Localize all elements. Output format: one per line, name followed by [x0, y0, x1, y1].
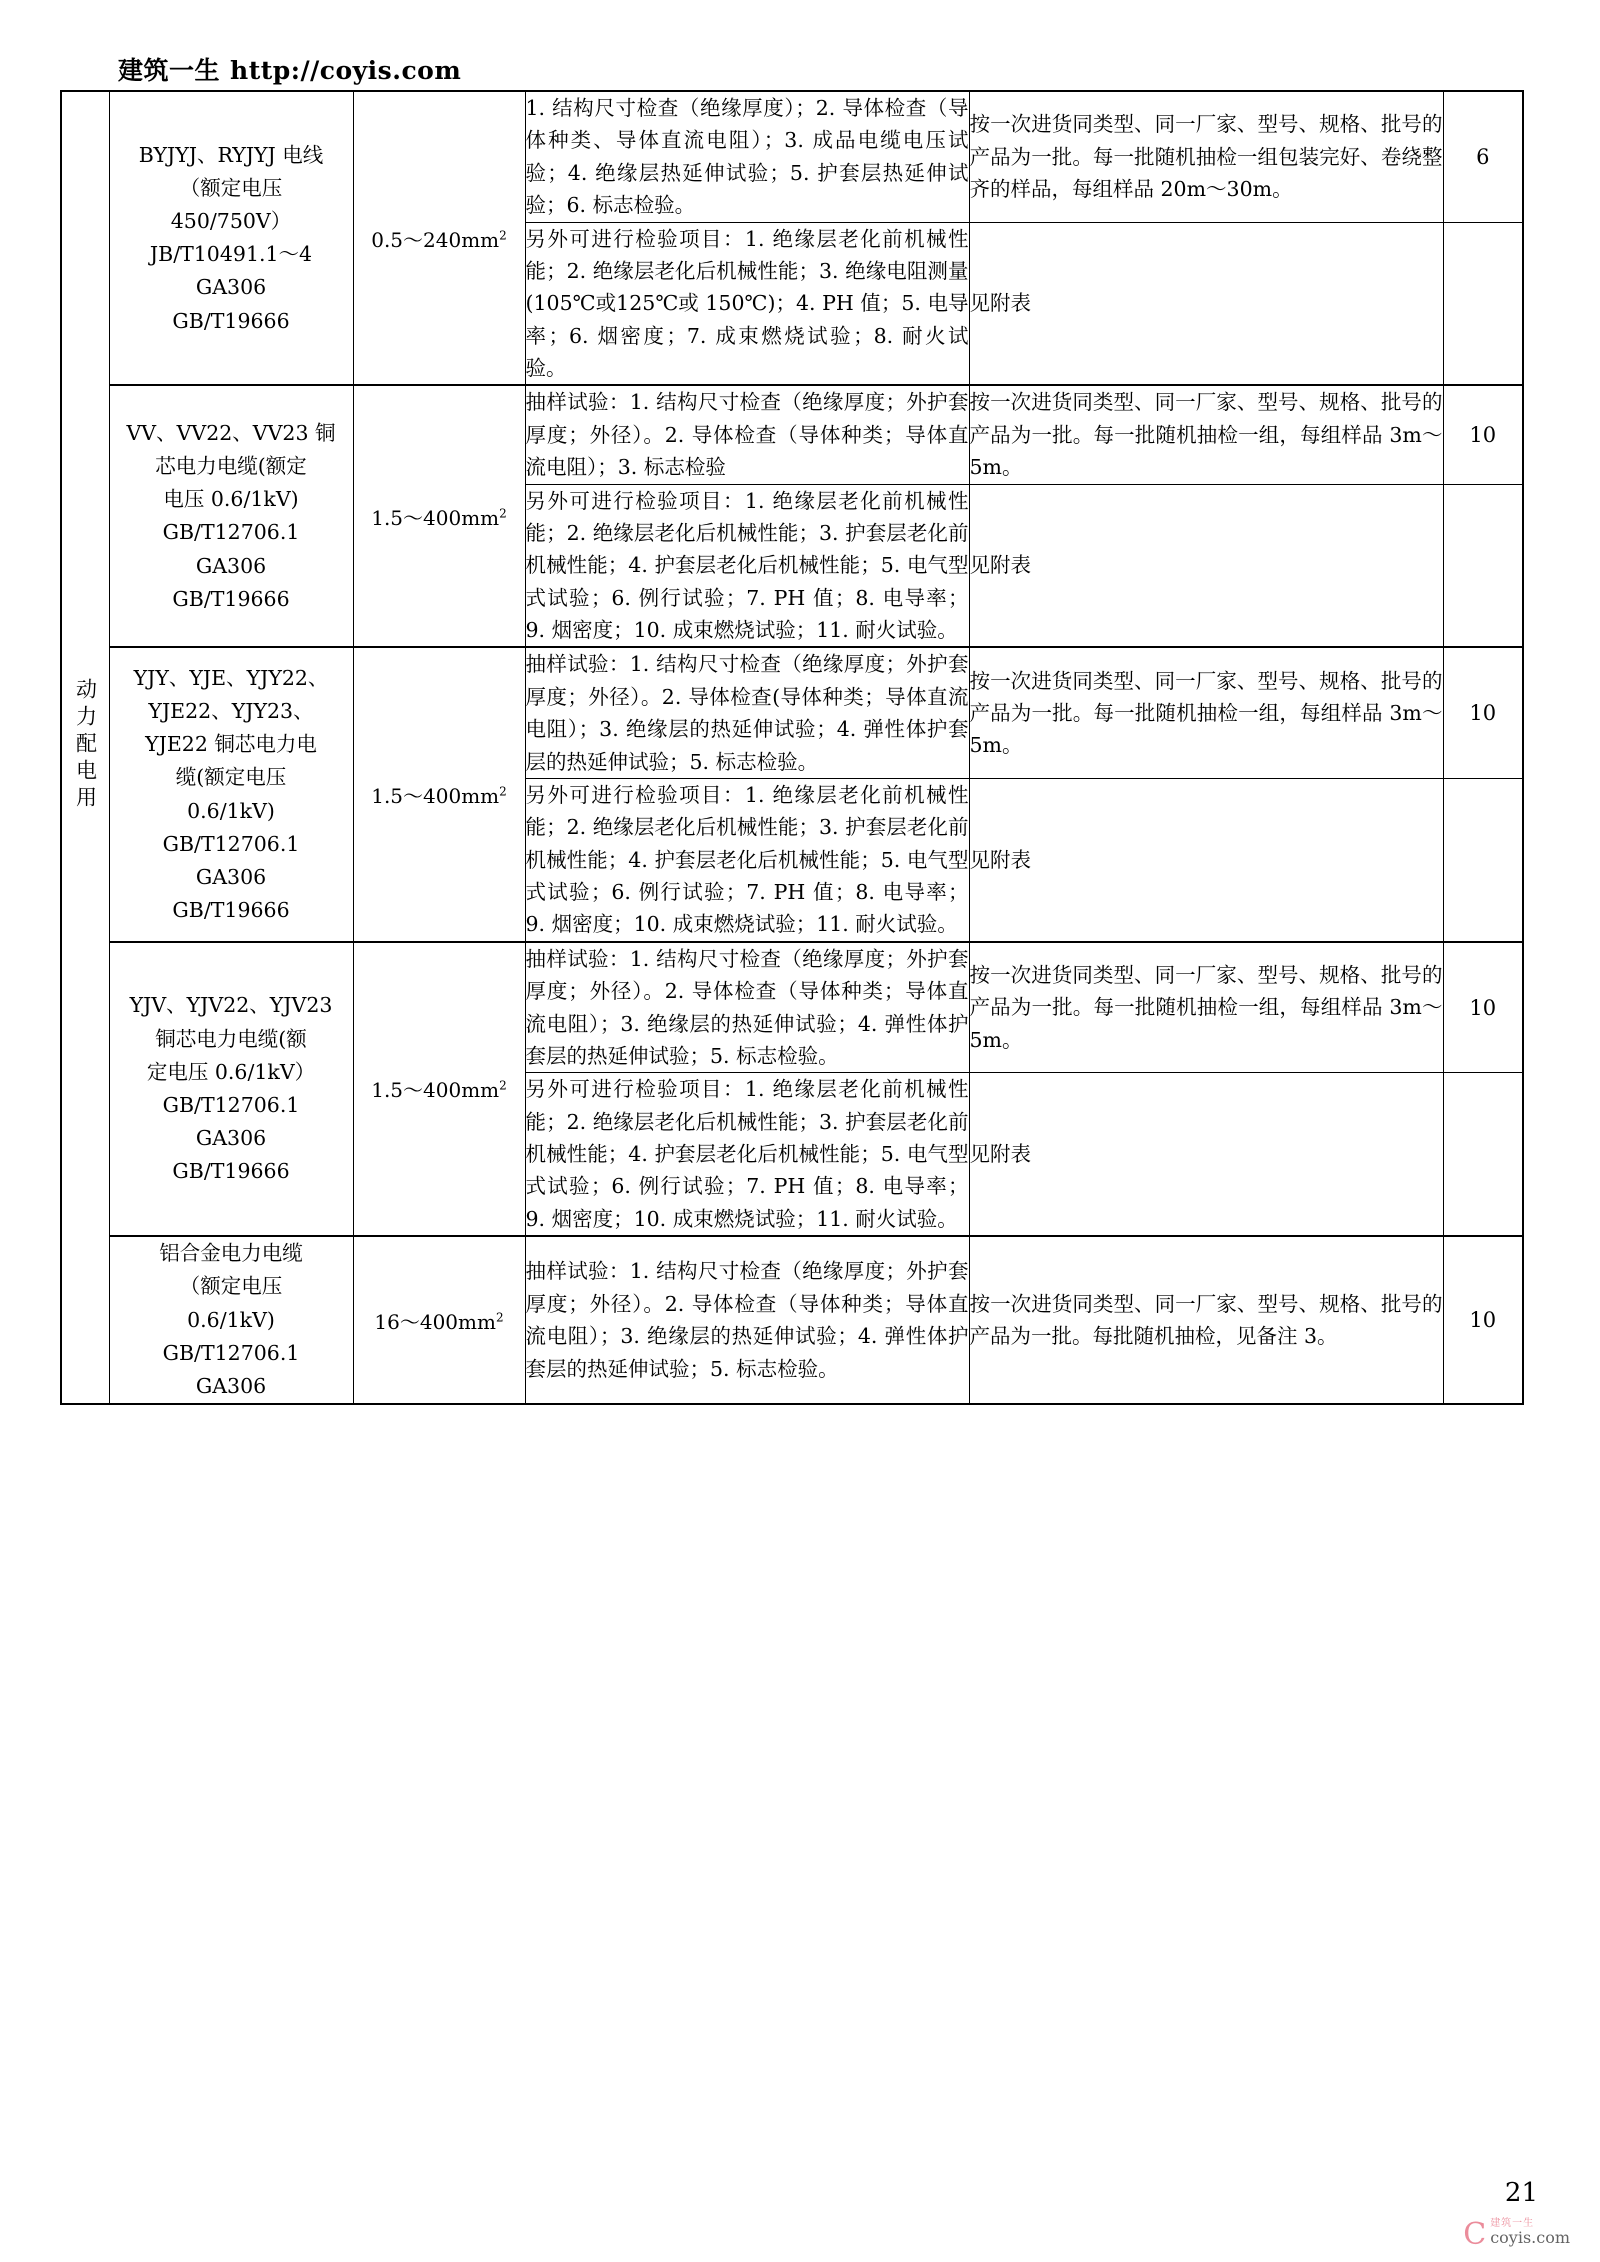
- page-number: 21: [1504, 2178, 1538, 2208]
- product-name-line: 缆(额定电压: [175, 765, 287, 790]
- product-name-line: GA306: [195, 1373, 267, 1398]
- sample-qty-alloy: 10: [1443, 1236, 1523, 1404]
- sample-qty-vv-extra: [1443, 484, 1523, 647]
- watermark-logo-icon: C: [1463, 2217, 1487, 2252]
- product-name-line: 芯电力电缆(额定: [155, 453, 307, 478]
- spec-cell-yjy: [353, 647, 525, 941]
- watermark-site-name: 建筑一生: [1490, 2218, 1535, 2230]
- spec-value: 0.5～240mm: [371, 227, 500, 252]
- product-name-line: 0.6/1kV): [187, 1307, 275, 1332]
- batch-rule-cell-vv-extra: 见附表: [969, 484, 1443, 647]
- product-name-line: 定电压 0.6/1kV）: [146, 1059, 316, 1084]
- batch-rule-cell-yjv-main: 按一次进货同类型、同一厂家、型号、规格、批号的产品为一批。每一批随机抽检一组，每组样品 3m～5m。: [969, 942, 1443, 1073]
- table-row: [61, 91, 1523, 222]
- spec-cell-byjyj: [353, 91, 525, 385]
- spec-value: 1.5～400mm: [371, 784, 500, 809]
- product-name-line: YJY、YJE、YJY22、: [133, 665, 329, 690]
- spec-superscript: 2: [495, 1309, 504, 1324]
- test-items-cell-yjy-extra: 另外可进行检验项目：1. 绝缘层老化前机械性能；2. 绝缘层老化后机械性能；3. 护套层老化前机械性能；4. 护套层老化后机械性能；5. 电气型式试验；6. 例行试验；7. PH 值；8. 电导率；9. 烟密度；10. 成束燃烧试验；11. 耐火试验。: [525, 778, 969, 941]
- table-row: [61, 647, 1523, 778]
- sample-qty-byjyj: 6: [1443, 91, 1523, 222]
- spec-value: 1.5～400mm: [371, 1078, 500, 1103]
- product-name-line: GB/T12706.1: [162, 831, 300, 856]
- site-url: http://coyis.com: [230, 56, 462, 85]
- product-name-line: YJE22 铜芯电力电: [145, 732, 317, 757]
- batch-rule-cell-byjyj-extra: 见附表: [969, 222, 1443, 385]
- batch-rule-cell-yjy-main: 按一次进货同类型、同一厂家、型号、规格、批号的产品为一批。每一批随机抽检一组，每组样品 3m～5m。: [969, 647, 1443, 778]
- test-items-cell-yjy-main: 抽样试验：1. 结构尺寸检查（绝缘厚度；外护套厚度；外径）。2. 导体检查(导体种类；导体直流电阻）；3. 绝缘层的热延伸试验；4. 弹性体护套层的热延伸试验；5. 标志检验。: [525, 647, 969, 778]
- test-items-cell-alloy-main: 抽样试验：1. 结构尺寸检查（绝缘厚度；外护套厚度；外径）。2. 导体检查（导体种类；导体直流电阻）；3. 绝缘层的热延伸试验；4. 弹性体护套层的热延伸试验；5. 标志检验。: [525, 1236, 969, 1404]
- product-name-line: 电压 0.6/1kV): [163, 487, 299, 512]
- sample-qty-byjyj-extra: [1443, 222, 1523, 385]
- inspection-table: [60, 90, 1524, 1405]
- product-name-line: 0.6/1kV): [187, 798, 275, 823]
- sample-qty-yjy: 10: [1443, 647, 1523, 778]
- sample-qty-vv: 10: [1443, 385, 1523, 484]
- table-row: [61, 942, 1523, 1073]
- product-name-cell-byjyj: [109, 91, 353, 385]
- spec-value: 16～400mm: [374, 1309, 496, 1334]
- product-name-line: GB/T12706.1: [162, 520, 300, 545]
- product-name-cell-vv: [109, 385, 353, 647]
- site-name: 建筑一生: [118, 56, 221, 85]
- batch-rule-cell-yjv-extra: 见附表: [969, 1073, 1443, 1236]
- product-name-line: GA306: [195, 864, 267, 889]
- product-name-line: JB/T10491.1～4: [149, 242, 313, 267]
- product-name-cell-alloy: [109, 1236, 353, 1404]
- watermark-url: coyis.com: [1490, 2227, 1570, 2247]
- inspection-table-wrapper: [60, 90, 1522, 1405]
- spec-value: 1.5～400mm: [371, 505, 500, 530]
- sample-qty-yjy-extra: [1443, 778, 1523, 941]
- product-name-line: GA306: [195, 275, 267, 300]
- category-cell: [61, 91, 109, 1404]
- product-name-line: （额定电压: [179, 1274, 283, 1299]
- table-row: [61, 385, 1523, 484]
- product-name-line: GA306: [195, 1126, 267, 1151]
- product-name-line: YJV、YJV22、YJV23: [129, 993, 333, 1018]
- site-header: [118, 58, 461, 83]
- product-name-line: GB/T19666: [172, 308, 290, 333]
- table-row: [61, 1236, 1523, 1404]
- product-name-line: GB/T19666: [172, 1159, 290, 1184]
- spec-superscript: 2: [499, 1078, 507, 1093]
- product-name-cell-yjv: [109, 942, 353, 1236]
- product-name-line: GB/T19666: [172, 898, 290, 923]
- spec-superscript: 2: [499, 784, 507, 799]
- product-name-line: YJE22、YJY23、: [148, 698, 314, 723]
- product-name-line: GB/T12706.1: [162, 1092, 300, 1117]
- test-items-cell-vv-main: 抽样试验：1. 结构尺寸检查（绝缘厚度；外护套厚度；外径）。2. 导体检查（导体种类；导体直流电阻）；3. 标志检验: [525, 385, 969, 484]
- product-name-line: 450/750V）: [170, 208, 292, 233]
- category-label: 动力配电用: [73, 678, 98, 814]
- product-name-line: （额定电压: [179, 175, 283, 200]
- batch-rule-cell-vv-main: 按一次进货同类型、同一厂家、型号、规格、批号的产品为一批。每一批随机抽检一组，每组样品 3m～5m。: [969, 385, 1443, 484]
- batch-rule-cell-byjyj-main: 按一次进货同类型、同一厂家、型号、规格、批号的产品为一批。每一批随机抽检一组包装完好、卷绕整齐的样品，每组样品 20m～30m。: [969, 91, 1443, 222]
- product-name-line: VV、VV22、VV23 铜: [126, 420, 336, 445]
- sample-qty-yjv: 10: [1443, 942, 1523, 1073]
- batch-rule-cell-alloy-main: 按一次进货同类型、同一厂家、型号、规格、批号的产品为一批。每批随机抽检，见备注 3。: [969, 1236, 1443, 1404]
- watermark: [1463, 2217, 1570, 2252]
- test-items-cell-byjyj-extra: 另外可进行检验项目：1. 绝缘层老化前机械性能；2. 绝缘层老化后机械性能；3. 绝缘电阻测量(105℃或125℃或 150℃)；4. PH 值；5. 电导率；6. 烟密度；7. 成束燃烧试验；8. 耐火试验。: [525, 222, 969, 385]
- test-items-cell-yjv-main: 抽样试验：1. 结构尺寸检查（绝缘厚度；外护套厚度；外径）。2. 导体检查（导体种类；导体直流电阻）；3. 绝缘层的热延伸试验；4. 弹性体护套层的热延伸试验；5. 标志检验。: [525, 942, 969, 1073]
- test-items-cell-yjv-extra: 另外可进行检验项目：1. 绝缘层老化前机械性能；2. 绝缘层老化后机械性能；3. 护套层老化前机械性能；4. 护套层老化后机械性能；5. 电气型式试验；6. 例行试验；7. PH 值；8. 电导率；9. 烟密度；10. 成束燃烧试验；11. 耐火试验。: [525, 1073, 969, 1236]
- product-name-line: GB/T12706.1: [162, 1340, 300, 1365]
- sample-qty-yjv-extra: [1443, 1073, 1523, 1236]
- product-name-cell-yjy: [109, 647, 353, 941]
- test-items-cell-byjyj-main: 1. 结构尺寸检查（绝缘厚度）；2. 导体检查（导体种类、导体直流电阻）；3. 成品电缆电压试验；4. 绝缘层热延伸试验；5. 护套层热延伸试验；6. 标志检验。: [525, 91, 969, 222]
- product-name-line: 铝合金电力电缆: [159, 1241, 303, 1266]
- product-name-line: BYJYJ、RYJYJ 电线: [138, 142, 324, 167]
- spec-superscript: 2: [499, 228, 507, 243]
- spec-cell-alloy: [353, 1236, 525, 1404]
- test-items-cell-vv-extra: 另外可进行检验项目：1. 绝缘层老化前机械性能；2. 绝缘层老化后机械性能；3. 护套层老化前机械性能；4. 护套层老化后机械性能；5. 电气型式试验；6. 例行试验；7. PH 值；8. 电导率；9. 烟密度；10. 成束燃烧试验；11. 耐火试验。: [525, 484, 969, 647]
- product-name-line: GA306: [195, 553, 267, 578]
- product-name-line: GB/T19666: [172, 586, 290, 611]
- spec-cell-yjv: [353, 942, 525, 1236]
- watermark-text: [1490, 2219, 1570, 2246]
- spec-cell-vv: [353, 385, 525, 647]
- spec-superscript: 2: [499, 506, 507, 521]
- batch-rule-cell-yjy-extra: 见附表: [969, 778, 1443, 941]
- product-name-line: 铜芯电力电缆(额: [155, 1026, 307, 1051]
